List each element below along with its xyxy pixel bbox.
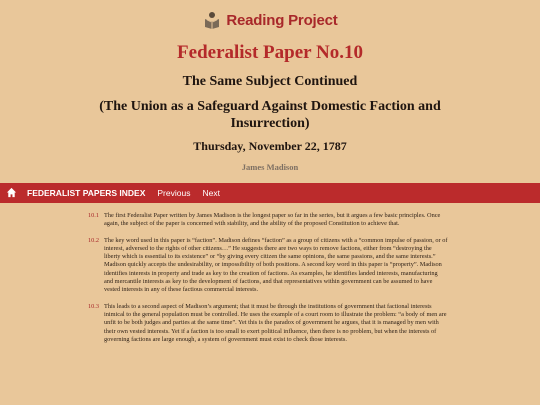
nav-next[interactable]: Next: [202, 188, 220, 198]
paragraph: [88, 303, 448, 344]
publication-date: Thursday, November 22, 1787: [193, 139, 347, 153]
paragraph-text: This leads to a second aspect of Madison’s argument; that it must be through the institutions of government that factional interests inimical to the general population must be controlled. He uses the example of a court room to illustrate the problem: “a body of men are unfit to be both judges and parties at the same time”. Yet this is the paradox of government he argues, that it is managed by men with their own vested interests. Yet if a faction is too small to exert political influence, then there is no problem, but when the interests of governing factions are large enough, a system of government must exist to check those interests.: [104, 302, 447, 343]
paragraph: [88, 237, 448, 295]
page-title: Federalist Paper No.10: [177, 42, 363, 63]
nav-federalist-papers-index[interactable]: FEDERALIST PAPERS INDEX: [27, 188, 146, 198]
paragraph-number: 10.3: [88, 302, 100, 310]
paragraph-text: The first Federalist Paper written by James Madison is the longest paper so far in the series, but it argues a few basic principles. Once again, the subject of the paper is concerned with stability, and the ability of the proposed Constitution to achieve that.: [104, 212, 441, 228]
site-logo[interactable]: [0, 10, 540, 30]
logo-text[interactable]: Reading Project: [226, 11, 338, 29]
paragraph-number: 10.2: [88, 236, 100, 244]
book-reader-icon: [202, 10, 222, 30]
page-subtitle-secondary: (The Union as a Safeguard Against Domestic Faction and Insurrection): [99, 99, 441, 131]
main-navbar: [0, 183, 540, 203]
page-subtitle: The Same Subject Continued: [182, 74, 358, 89]
paragraph-number: 10.1: [88, 212, 100, 219]
home-icon[interactable]: [6, 187, 18, 199]
nav-previous[interactable]: Previous: [157, 188, 191, 198]
paragraph-text: The key word used in this paper is “faction”. Madison defines “faction” as a group of citizens with a “common impulse of passion, or of interest, adversed to the rights of other citizens…” He suggests there are two ways to remove factions, either from “destroying the liberty which is essential to its existence” or “by giving every citizen the same opinions, the same passions, and the same interests.” Madison quickly accepts the undesirability, or impossibility of both positions. A second key word in this paper is “property”. Madison identifies interests in property and trade as key to the creation of factions. As examples, he identifies landed interests, manufacturing and mercantile interests as key to the development of factions, and that representatives within government can be assumed to have vested interests in any of these factious commercial interests.: [104, 236, 448, 294]
article-body: [88, 212, 448, 352]
paragraph: [88, 212, 448, 229]
author-name: James Madison: [241, 162, 299, 172]
